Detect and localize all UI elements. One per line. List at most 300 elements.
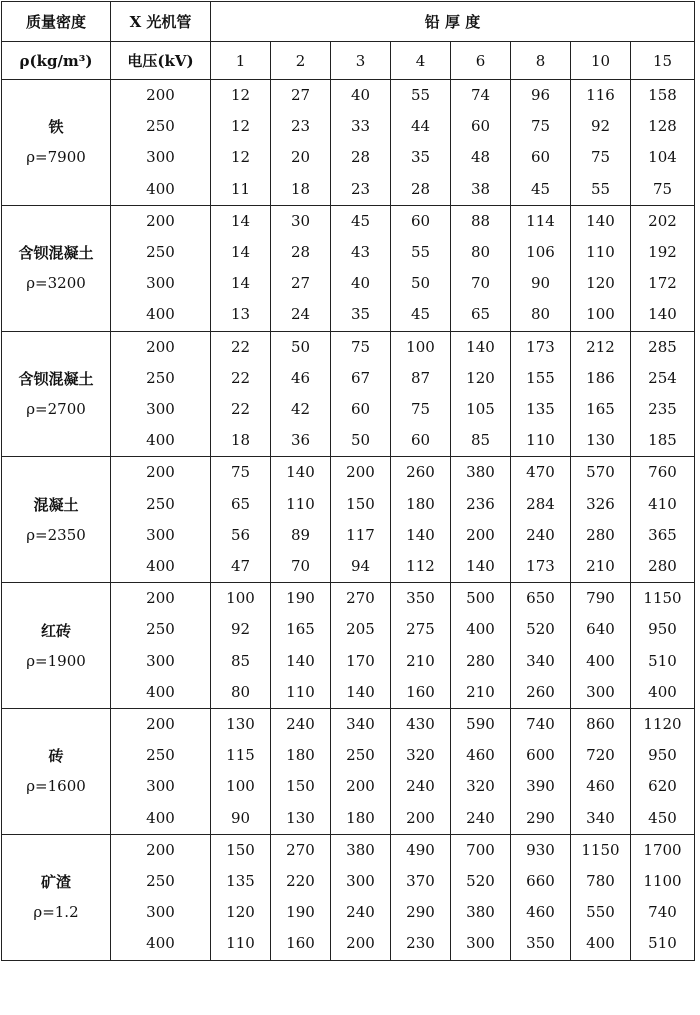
voltage-cell	[111, 834, 211, 960]
thickness-value-cell	[451, 583, 511, 709]
thickness-value: 173	[526, 557, 555, 576]
thickness-value-cell	[211, 205, 271, 331]
thickness-value: 510	[648, 934, 677, 953]
material-density: ρ=7900	[26, 148, 86, 167]
lead-thickness-header: 铅 厚 度	[211, 2, 695, 42]
thickness-value-cell	[511, 834, 571, 960]
thickness-value: 200	[346, 934, 375, 953]
material-density: ρ=1900	[26, 651, 86, 670]
voltage-value: 200	[146, 463, 175, 482]
thickness-value: 55	[410, 243, 431, 262]
thickness-value: 45	[530, 179, 551, 198]
voltage-value: 400	[146, 305, 175, 324]
thickness-value: 135	[226, 872, 255, 891]
thickness-value-cell	[571, 457, 631, 583]
thickness-value: 380	[346, 840, 375, 859]
thickness-value: 460	[526, 903, 555, 922]
thickness-value: 205	[346, 620, 375, 639]
thickness-value: 110	[226, 934, 255, 953]
thickness-value: 400	[586, 934, 615, 953]
thickness-value: 104	[648, 148, 677, 167]
thickness-value: 12	[230, 148, 251, 167]
thickness-value: 950	[648, 620, 677, 639]
thickness-value-cell	[271, 457, 331, 583]
thickness-value: 128	[648, 117, 677, 136]
thickness-value: 22	[230, 337, 251, 356]
thickness-value: 400	[586, 651, 615, 670]
thickness-value: 24	[290, 305, 311, 324]
thickness-value: 75	[530, 117, 551, 136]
voltage-value: 250	[146, 243, 175, 262]
thickness-value: 92	[590, 117, 611, 136]
voltage-value: 200	[146, 840, 175, 859]
lead-thickness-4: 4	[391, 42, 451, 80]
thickness-value: 270	[346, 589, 375, 608]
thickness-value-cell	[211, 80, 271, 206]
thickness-value: 400	[466, 620, 495, 639]
thickness-value: 110	[526, 431, 555, 450]
voltage-value: 200	[146, 86, 175, 104]
thickness-value: 570	[586, 463, 615, 482]
thickness-value: 13	[230, 305, 251, 324]
thickness-value: 200	[466, 525, 495, 544]
thickness-value: 202	[648, 211, 677, 230]
voltage-value: 200	[146, 211, 175, 230]
thickness-value: 150	[346, 494, 375, 513]
thickness-value: 140	[286, 651, 315, 670]
thickness-value: 100	[406, 337, 435, 356]
thickness-value-cell	[631, 80, 695, 206]
lead-thickness-15: 15	[631, 42, 695, 80]
voltage-header: X 光机管	[111, 2, 211, 42]
material-group-row	[2, 457, 695, 583]
thickness-value: 18	[290, 179, 311, 198]
thickness-value-cell	[451, 205, 511, 331]
thickness-value: 250	[346, 746, 375, 765]
thickness-value: 190	[286, 903, 315, 922]
density-header: 质量密度	[2, 2, 111, 42]
thickness-value: 660	[526, 872, 555, 891]
thickness-value: 12	[230, 86, 251, 104]
thickness-value: 460	[586, 777, 615, 796]
thickness-value: 186	[586, 368, 615, 387]
thickness-value-cell	[391, 457, 451, 583]
material-density: ρ=2700	[26, 400, 86, 419]
thickness-value: 780	[586, 872, 615, 891]
material-name: 红砖	[40, 621, 71, 640]
lead-thickness-10: 10	[571, 42, 631, 80]
thickness-value: 75	[230, 463, 251, 482]
thickness-value: 88	[470, 211, 491, 230]
thickness-value: 235	[648, 400, 677, 419]
thickness-value: 20	[290, 148, 311, 167]
thickness-value: 190	[286, 589, 315, 608]
thickness-value: 60	[410, 211, 431, 230]
thickness-value: 160	[406, 682, 435, 701]
thickness-value: 60	[410, 431, 431, 450]
material-name: 含钡混凝土	[18, 370, 94, 389]
thickness-value: 23	[290, 117, 311, 136]
thickness-value: 36	[290, 431, 311, 450]
thickness-value-cell	[211, 331, 271, 457]
thickness-value: 140	[406, 525, 435, 544]
thickness-value: 1120	[643, 715, 682, 734]
thickness-value: 210	[466, 682, 495, 701]
thickness-value: 520	[526, 620, 555, 639]
thickness-value: 200	[346, 463, 375, 482]
thickness-value: 340	[526, 651, 555, 670]
thickness-value: 90	[230, 808, 251, 827]
thickness-value: 650	[526, 589, 555, 608]
thickness-value: 85	[470, 431, 491, 450]
thickness-value: 115	[226, 746, 255, 765]
thickness-value: 130	[586, 431, 615, 450]
thickness-value: 700	[466, 840, 495, 859]
thickness-value: 75	[350, 337, 371, 356]
thickness-value: 410	[648, 494, 677, 513]
thickness-value: 87	[410, 368, 431, 387]
thickness-value: 56	[230, 525, 251, 544]
thickness-value-cell	[271, 80, 331, 206]
thickness-value: 220	[286, 872, 315, 891]
thickness-value: 75	[652, 179, 673, 198]
material-density: ρ=2350	[26, 525, 86, 544]
voltage-value: 300	[146, 148, 175, 167]
thickness-value: 550	[586, 903, 615, 922]
thickness-value: 28	[290, 243, 311, 262]
thickness-value: 150	[286, 777, 315, 796]
thickness-value: 1150	[643, 589, 682, 608]
voltage-value: 400	[146, 934, 175, 953]
thickness-value: 185	[648, 431, 677, 450]
thickness-value: 50	[350, 431, 371, 450]
thickness-value: 365	[648, 525, 677, 544]
thickness-value: 170	[346, 651, 375, 670]
thickness-value: 790	[586, 589, 615, 608]
thickness-value: 45	[410, 305, 431, 324]
thickness-value: 720	[586, 746, 615, 765]
thickness-value: 38	[470, 179, 491, 198]
thickness-value: 620	[648, 777, 677, 796]
thickness-value: 22	[230, 368, 251, 387]
thickness-value: 117	[346, 525, 375, 544]
thickness-value-cell	[631, 457, 695, 583]
thickness-value: 105	[466, 400, 495, 419]
thickness-value: 100	[226, 589, 255, 608]
material-name: 混凝土	[33, 495, 79, 514]
thickness-value: 60	[470, 117, 491, 136]
thickness-value: 90	[530, 274, 551, 293]
thickness-value: 48	[470, 148, 491, 167]
thickness-value: 320	[406, 746, 435, 765]
thickness-value: 60	[530, 148, 551, 167]
thickness-value-cell	[331, 331, 391, 457]
thickness-value-cell	[331, 834, 391, 960]
thickness-value-cell	[631, 583, 695, 709]
thickness-value: 380	[466, 463, 495, 482]
thickness-value: 114	[526, 211, 555, 230]
lead-thickness-6: 6	[451, 42, 511, 80]
voltage-cell	[111, 457, 211, 583]
material-name: 砖	[48, 747, 64, 766]
thickness-value-cell	[211, 583, 271, 709]
lead-thickness-1: 1	[211, 42, 271, 80]
material-group-row	[2, 205, 695, 331]
thickness-value: 27	[290, 86, 311, 104]
thickness-value: 390	[526, 777, 555, 796]
voltage-cell	[111, 709, 211, 835]
voltage-value: 300	[146, 777, 175, 796]
thickness-value-cell	[211, 457, 271, 583]
voltage-unit-header: 电压(kV)	[111, 42, 211, 80]
material-cell	[2, 457, 111, 583]
thickness-value: 130	[226, 715, 255, 734]
thickness-value: 45	[350, 211, 371, 230]
thickness-value: 14	[230, 274, 251, 293]
thickness-value: 65	[230, 494, 251, 513]
thickness-value-cell	[391, 331, 451, 457]
voltage-value: 400	[146, 808, 175, 827]
thickness-value-cell	[271, 834, 331, 960]
thickness-value-cell	[511, 583, 571, 709]
thickness-value: 42	[290, 400, 311, 419]
thickness-value: 120	[466, 368, 495, 387]
thickness-value: 22	[230, 400, 251, 419]
thickness-value-cell	[631, 709, 695, 835]
material-cell	[2, 80, 111, 206]
voltage-cell	[111, 80, 211, 206]
voltage-value: 250	[146, 620, 175, 639]
thickness-value: 28	[350, 148, 371, 167]
thickness-value: 640	[586, 620, 615, 639]
thickness-value-cell	[211, 834, 271, 960]
thickness-value: 350	[406, 589, 435, 608]
thickness-value: 760	[648, 463, 677, 482]
thickness-value: 43	[350, 243, 371, 262]
thickness-value: 67	[350, 368, 371, 387]
thickness-value: 280	[648, 557, 677, 576]
thickness-value: 1100	[643, 872, 682, 891]
material-group-row	[2, 80, 695, 206]
thickness-value-cell	[391, 709, 451, 835]
thickness-value: 70	[290, 557, 311, 576]
thickness-value: 180	[406, 494, 435, 513]
thickness-value: 14	[230, 243, 251, 262]
thickness-value: 92	[230, 620, 251, 639]
thickness-value: 180	[346, 808, 375, 827]
material-name: 铁	[48, 118, 64, 137]
thickness-value: 1150	[581, 840, 620, 859]
thickness-value: 236	[466, 494, 495, 513]
thickness-value: 120	[226, 903, 255, 922]
thickness-value: 1700	[643, 840, 682, 859]
voltage-value: 400	[146, 431, 175, 450]
thickness-value: 450	[648, 808, 677, 827]
thickness-value: 180	[286, 746, 315, 765]
voltage-value: 300	[146, 525, 175, 544]
material-group-row	[2, 834, 695, 960]
thickness-value: 520	[466, 872, 495, 891]
thickness-value-cell	[511, 205, 571, 331]
thickness-value: 65	[470, 305, 491, 324]
voltage-value: 400	[146, 179, 175, 198]
thickness-value: 110	[286, 682, 315, 701]
material-cell	[2, 583, 111, 709]
voltage-value: 250	[146, 494, 175, 513]
thickness-value: 340	[586, 808, 615, 827]
thickness-value-cell	[571, 583, 631, 709]
thickness-value: 270	[286, 840, 315, 859]
thickness-value: 280	[586, 525, 615, 544]
thickness-value: 120	[586, 274, 615, 293]
thickness-value: 290	[406, 903, 435, 922]
thickness-value: 94	[350, 557, 371, 576]
thickness-value: 70	[470, 274, 491, 293]
voltage-value: 250	[146, 872, 175, 891]
thickness-value: 155	[526, 368, 555, 387]
voltage-value: 300	[146, 274, 175, 293]
thickness-value: 370	[406, 872, 435, 891]
thickness-value: 100	[586, 305, 615, 324]
thickness-value: 320	[466, 777, 495, 796]
thickness-value: 14	[230, 211, 251, 230]
thickness-value-cell	[571, 834, 631, 960]
thickness-value: 140	[286, 463, 315, 482]
voltage-value: 200	[146, 715, 175, 734]
thickness-value-cell	[451, 709, 511, 835]
thickness-value: 50	[410, 274, 431, 293]
thickness-value: 80	[530, 305, 551, 324]
lead-thickness-8: 8	[511, 42, 571, 80]
voltage-cell	[111, 331, 211, 457]
thickness-value: 40	[350, 274, 371, 293]
thickness-value: 80	[470, 243, 491, 262]
thickness-value: 340	[346, 715, 375, 734]
thickness-value-cell	[571, 80, 631, 206]
voltage-value: 300	[146, 903, 175, 922]
thickness-value: 740	[526, 715, 555, 734]
thickness-value-cell	[331, 583, 391, 709]
voltage-value: 400	[146, 557, 175, 576]
material-group-row	[2, 709, 695, 835]
thickness-value: 80	[230, 682, 251, 701]
thickness-value-cell	[391, 205, 451, 331]
thickness-value: 85	[230, 651, 251, 670]
thickness-value: 240	[526, 525, 555, 544]
thickness-value: 140	[466, 337, 495, 356]
thickness-value-cell	[451, 331, 511, 457]
thickness-value: 860	[586, 715, 615, 734]
thickness-value-cell	[511, 709, 571, 835]
thickness-value: 275	[406, 620, 435, 639]
thickness-value: 230	[406, 934, 435, 953]
material-cell	[2, 834, 111, 960]
thickness-value: 135	[526, 400, 555, 419]
thickness-value-cell	[451, 834, 511, 960]
thickness-value: 400	[648, 682, 677, 701]
thickness-value: 470	[526, 463, 555, 482]
thickness-value: 500	[466, 589, 495, 608]
thickness-value-cell	[271, 205, 331, 331]
thickness-value-cell	[391, 834, 451, 960]
voltage-value: 300	[146, 651, 175, 670]
material-density: ρ=1.2	[33, 903, 79, 922]
shielding-table	[1, 1, 695, 961]
voltage-value: 200	[146, 337, 175, 356]
thickness-value: 285	[648, 337, 677, 356]
lead-thickness-2: 2	[271, 42, 331, 80]
material-name: 矿渣	[40, 873, 71, 892]
thickness-value: 240	[466, 808, 495, 827]
thickness-value-cell	[631, 834, 695, 960]
thickness-value-cell	[451, 80, 511, 206]
lead-thickness-3: 3	[331, 42, 391, 80]
thickness-value: 240	[346, 903, 375, 922]
material-density: ρ=3200	[26, 274, 86, 293]
thickness-value: 100	[226, 777, 255, 796]
thickness-value-cell	[631, 205, 695, 331]
thickness-value: 210	[406, 651, 435, 670]
voltage-cell	[111, 583, 211, 709]
thickness-value: 30	[290, 211, 311, 230]
thickness-value: 116	[586, 86, 615, 104]
thickness-value-cell	[271, 583, 331, 709]
thickness-value: 210	[586, 557, 615, 576]
thickness-value: 140	[648, 305, 677, 324]
thickness-value-cell	[451, 457, 511, 583]
thickness-value-cell	[271, 331, 331, 457]
thickness-value: 27	[290, 274, 311, 293]
thickness-value: 46	[290, 368, 311, 387]
thickness-value: 75	[410, 400, 431, 419]
thickness-value: 490	[406, 840, 435, 859]
thickness-value: 240	[286, 715, 315, 734]
thickness-value: 28	[410, 179, 431, 198]
thickness-value-cell	[571, 205, 631, 331]
thickness-value: 75	[590, 148, 611, 167]
thickness-value: 158	[648, 86, 677, 104]
thickness-value: 260	[526, 682, 555, 701]
thickness-value: 590	[466, 715, 495, 734]
thickness-value: 140	[346, 682, 375, 701]
thickness-value: 150	[226, 840, 255, 859]
voltage-value: 400	[146, 682, 175, 701]
voltage-value: 250	[146, 117, 175, 136]
thickness-value: 40	[350, 86, 371, 104]
thickness-value-cell	[571, 709, 631, 835]
thickness-value: 212	[586, 337, 615, 356]
thickness-value: 430	[406, 715, 435, 734]
thickness-value: 172	[648, 274, 677, 293]
thickness-value: 200	[406, 808, 435, 827]
thickness-value: 33	[350, 117, 371, 136]
thickness-value: 110	[586, 243, 615, 262]
thickness-value: 254	[648, 368, 677, 387]
thickness-value: 284	[526, 494, 555, 513]
thickness-value: 47	[230, 557, 251, 576]
thickness-value: 160	[286, 934, 315, 953]
thickness-value-cell	[511, 80, 571, 206]
thickness-value: 35	[350, 305, 371, 324]
thickness-value: 290	[526, 808, 555, 827]
thickness-value: 350	[526, 934, 555, 953]
thickness-value: 50	[290, 337, 311, 356]
thickness-value: 173	[526, 337, 555, 356]
thickness-value: 460	[466, 746, 495, 765]
thickness-value: 280	[466, 651, 495, 670]
thickness-value: 165	[286, 620, 315, 639]
thickness-value: 200	[346, 777, 375, 796]
